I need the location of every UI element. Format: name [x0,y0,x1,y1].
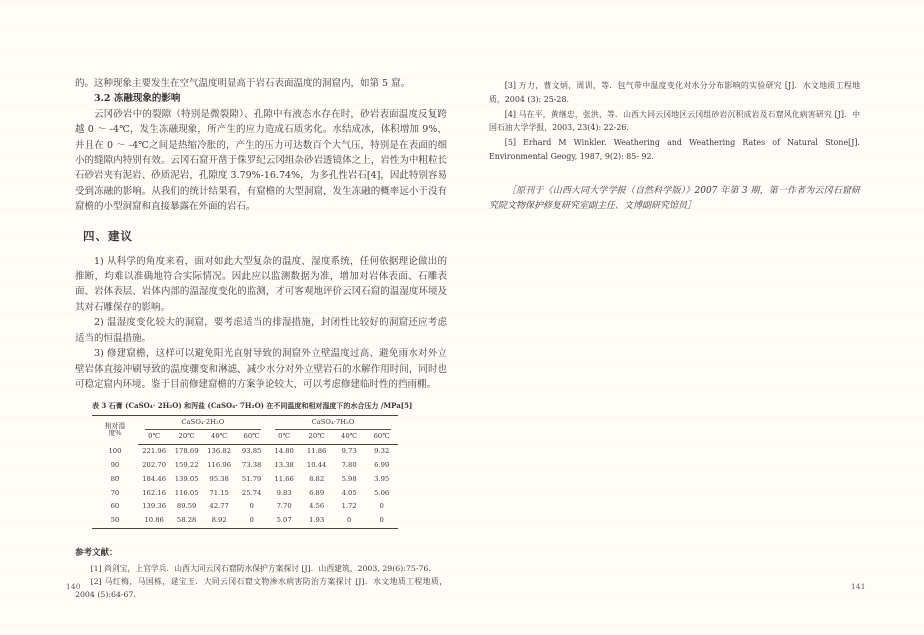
table-cell: 58.28 [176,516,197,525]
table-cell: 7.80 [341,460,357,469]
group-header-gypsum: CaSO₄·2H₂O [138,416,268,430]
hydration-pressure-table [92,415,398,529]
table-cell: 202.70 [142,460,167,469]
table-cell: 71.15 [209,488,229,497]
temperature-header-row [92,430,398,444]
table-cell: 136.82 [207,446,232,455]
reference-item-5: [5] Erhard M Winkler. Weathering and Weathering Rates of Natural Stone[J]. Environmental Geogy, 1987, 9(2): 85- 92. [489,138,860,161]
table-cell: 89.59 [176,502,197,511]
table-cell: 6.99 [374,460,390,469]
table-cell: 50 [110,516,120,525]
temp-header: 40℃ [333,430,366,444]
table-caption: 表 3 石膏 (CaSO₄· 2H₂O) 和泻盐 (CaSO₄· 7H₂O) 在不同温度和相对湿度下的水合压力 /MPa[5] [92,401,413,411]
table-cell: 42.77 [209,502,229,511]
table-row [92,514,398,528]
table-cell: 9.73 [341,446,357,455]
table-3 [92,401,413,529]
table-cell: 95.38 [209,474,229,483]
group-header-epsomite: CaSO₄·7H₂O [268,416,398,430]
table-cell: 6.89 [309,488,325,497]
table-cell: 162.16 [142,488,167,497]
temp-header: 40℃ [203,430,236,444]
table-cell: 0 [379,516,384,525]
table-cell: 139.05 [174,474,199,483]
table-cell: 9.83 [276,488,292,497]
table-row [92,444,398,458]
reference-item-1: [1] 尚剑宝，上官学兵．山西大同云冈石窟防水保护方案探讨 [J]．山西建筑，2003, 29(6):75-76. [90,563,431,573]
reference-item-4: [4] 马在平，黄继忠，张洪，等．山西大同云冈地区云冈组砂岩沉积成岩及石窟风化病害研究 [J]．中国石油大学学报，2003, 23(4): 22-26. [489,109,860,133]
table-cell: 5.98 [341,474,357,483]
table-row [92,500,398,514]
reference-item-3: [3] 万力，曹文炳，周训，等．包气带中温度变化对水分分布影响的实验研究 [J]．水文地质工程地质，2004 (3): 25-28. [489,81,860,104]
table-cell: 4.56 [309,502,325,511]
section-3-2-heading: 3.2 冻融现象的影响 [94,93,181,105]
table-row [92,486,398,500]
temp-header: 20℃ [170,430,203,444]
table-cell: 139.36 [142,502,167,511]
table-cell: 5.06 [374,488,390,497]
table-cell: 0 [379,502,384,511]
table-cell: 116.05 [174,488,199,497]
table-cell: 0 [249,502,254,511]
suggestion-item-2: 2) 温湿度变化较大的洞窟，要考虑适当的排湿措施，封闭性比较好的洞窟还应考虑适当的恒温措施。 [75,317,447,344]
rel-humidity-header-line1: 相对湿 [104,421,126,430]
temp-header: 20℃ [300,430,333,444]
table-cell: 4.05 [341,488,357,497]
references-heading: 参考文献： [75,547,118,558]
table-cell: 184.46 [142,474,167,483]
left-page [75,76,447,602]
reference-item-2: [2] 马红梅，马国栋，逯宝玉．大同云冈石窟文物渗水病害防治方案探讨 [J]．水文地质工程地质，2004 (5):64-67. [75,577,447,600]
temp-header: 0℃ [138,430,171,444]
table-cell: 73.38 [241,460,262,469]
table-cell: 0 [249,516,254,525]
table-cell: 5.07 [276,516,292,525]
rel-humidity-header-line2: 度% [108,429,122,438]
table-cell: 11.86 [306,446,327,455]
table-cell: 90 [110,460,120,469]
table-cell: 80 [110,474,120,483]
table-cell: 116.96 [207,460,232,469]
table-cell: 100 [108,446,122,455]
table-cell: 11.66 [274,474,294,483]
table-cell: 60 [110,502,120,511]
section-4-heading: 四、建议 [83,228,133,243]
table-cell: 3.95 [374,474,390,483]
section-3-2-body: 云冈砂岩中的裂隙（特别是微裂隙）、孔隙中有液态水存在时，砂岩表面温度反复跨越 0 ～ -4℃，发生冻融现象，所产生的应力造成石质劣化。水结成冰，体积增加 9%，并且在 0 ～ -4℃之间是热缩冷胀的，产生的压力可达数百个大气压，特别是在表面的细小的缝隙内特别有效。云冈石窟开凿于侏罗纪云冈组杂砂岩透镜体之上，岩性为中粗粒长石砂岩夹有泥岩、砂质泥岩，孔隙度 3.79%-16.74%，为多孔性岩石[4]，因此特别容易受到冻融的影响。从我们的统计结果看，有窟檐的大型洞窟，发生冻融的概率远小于没有窟檐的小型洞窟和直接暴露在外面的岩石。 [75,108,447,213]
table-cell: 7.70 [276,502,292,511]
table-cell: 178.69 [174,446,199,455]
temp-header: 60℃ [235,430,268,444]
table-row [92,472,398,486]
temp-header: 0℃ [268,430,301,444]
table-cell: 1.72 [341,502,357,511]
table-cell: 10.86 [144,516,164,525]
table-cell: 159.22 [174,460,199,469]
suggestion-item-1: 1) 从科学的角度来看，面对如此大型复杂的温度、湿度系统，任何依据理论做出的推断，均难以准确地符合实际情况。因此应以监测数据为准，增加对岩体表面、石雕表面、岩体表层、岩体内部的温湿度变化的监测，才可客观地评价云冈石窟的温湿度环境及其对石雕保存的影响。 [75,255,447,313]
page-number-left: 140 [66,583,81,591]
original-publication-note: ［原刊于《山西大同大学学报（自然科学版）》2007 年第 3 期，第一作者为云冈石窟研究院文物保护修复研究室副主任、文博副研究馆员］ [489,185,860,212]
table-cell: 25.74 [241,488,262,497]
rel-humidity-header [92,416,138,444]
table-cell: 221.96 [142,446,167,455]
intro-paragraph: 的。这种现象主要发生在空气温度明显高于岩石表面温度的洞窟内，如第 5 窟。 [75,78,411,89]
table-cell: 10.44 [306,460,327,469]
references-section [75,546,447,602]
table-cell: 1.93 [309,516,325,525]
suggestion-item-3: 3) 修建窟檐，这样可以避免阳光直射导致的洞窟外立壁温度过高、避免雨水对外立壁岩体直接冲刷导致的温度骤变和淋滤、减少水分对外立壁岩石的水解作用时间，同时也可稳定窟内环境。鉴于目前修建窟檐的方案争论较大，可以考虑修建临时性的挡雨棚。 [75,348,447,390]
table-cell: 70 [110,488,120,497]
page-number-right: 141 [851,583,866,591]
table-cell: 93.85 [241,446,262,455]
right-page [489,79,860,224]
table-row [92,459,398,473]
table-cell: 8.82 [309,474,325,483]
table-cell: 51.79 [241,474,262,483]
table-cell: 0 [346,516,352,525]
temp-header: 60℃ [365,430,398,444]
table-cell: 13.38 [274,460,294,469]
table-cell: 14.80 [274,446,294,455]
table-cell: 8.92 [211,516,227,525]
table-cell: 9.32 [374,446,390,455]
